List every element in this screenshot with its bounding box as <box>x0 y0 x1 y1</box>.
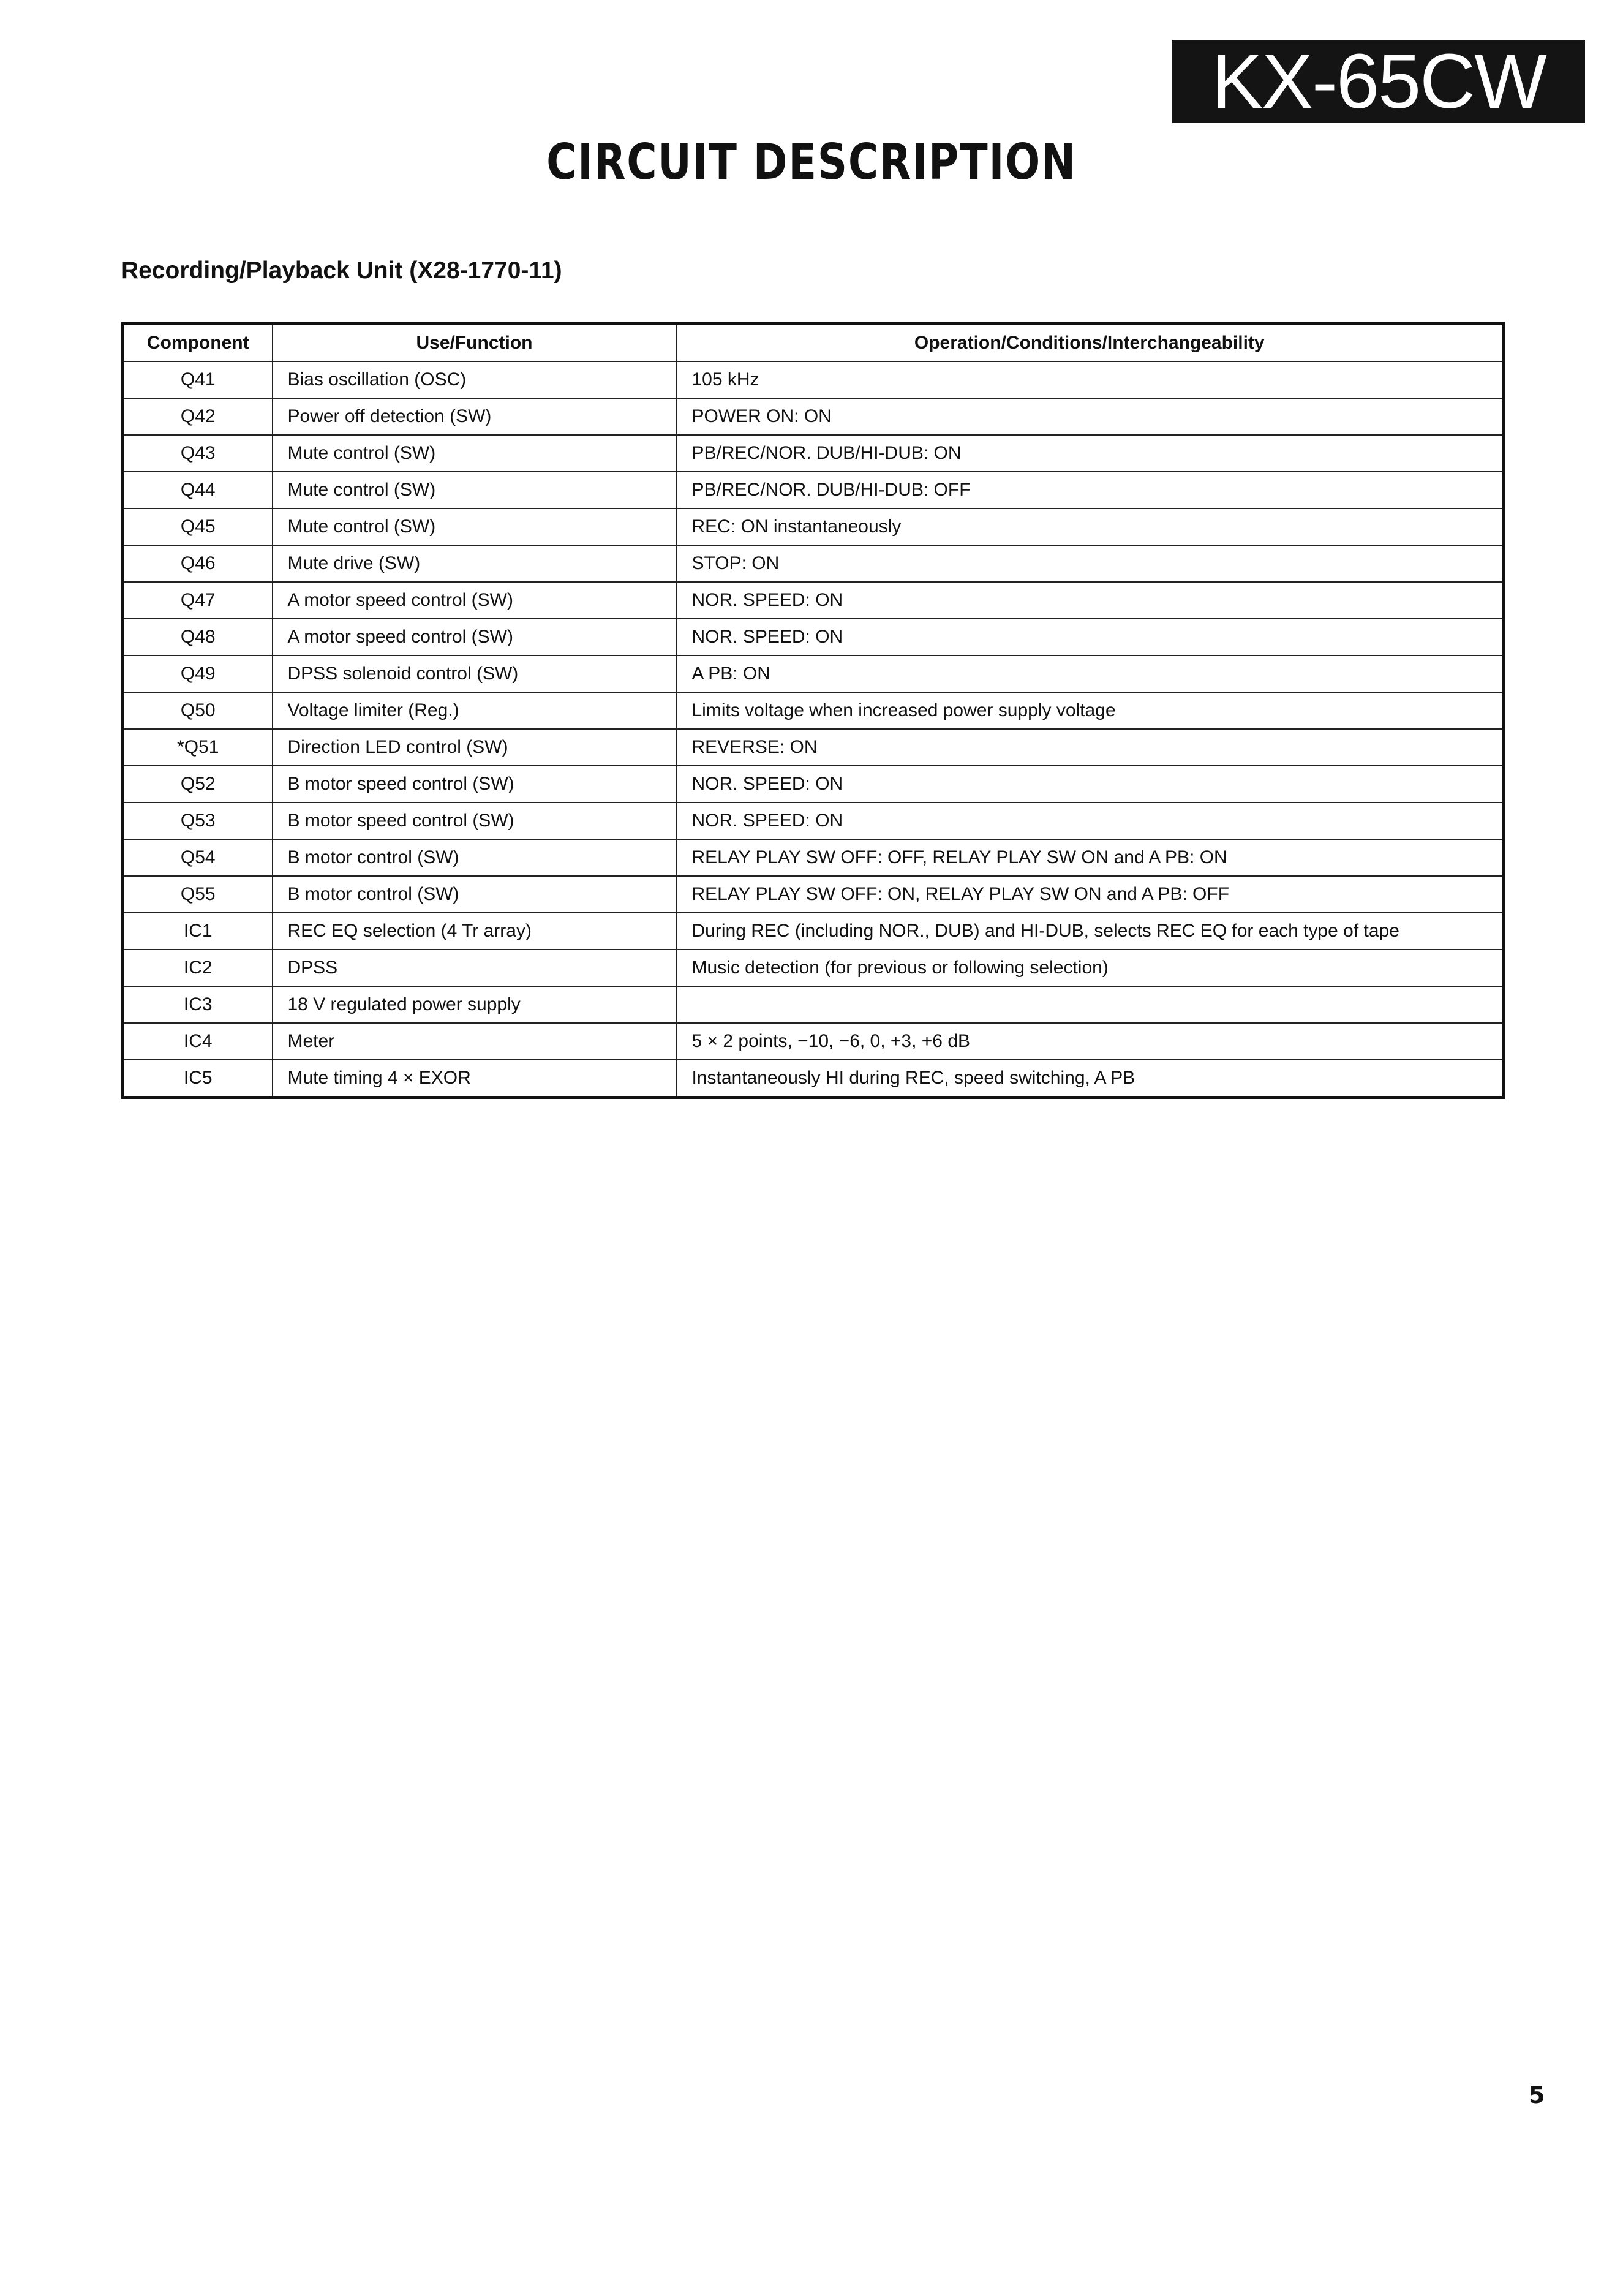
cell-component: Q47 <box>123 582 273 619</box>
cell-component: Q43 <box>123 435 273 472</box>
cell-operation: Limits voltage when increased power supply voltage <box>677 692 1504 729</box>
cell-component: Q44 <box>123 472 273 508</box>
cell-operation: PB/REC/NOR. DUB/HI-DUB: ON <box>677 435 1504 472</box>
cell-component: Q45 <box>123 508 273 545</box>
cell-operation: NOR. SPEED: ON <box>677 802 1504 839</box>
cell-component: Q49 <box>123 655 273 692</box>
cell-operation: NOR. SPEED: ON <box>677 582 1504 619</box>
cell-use-function: Mute control (SW) <box>273 435 677 472</box>
table-row <box>123 472 1504 508</box>
cell-operation: Instantaneously HI during REC, speed switching, A PB <box>677 1060 1504 1098</box>
page-number: 5 <box>1529 2082 1545 2109</box>
cell-use-function: Direction LED control (SW) <box>273 729 677 766</box>
cell-operation: A PB: ON <box>677 655 1504 692</box>
cell-component: IC4 <box>123 1023 273 1060</box>
cell-use-function: B motor speed control (SW) <box>273 802 677 839</box>
table-row <box>123 398 1504 435</box>
table-row <box>123 582 1504 619</box>
table-row <box>123 876 1504 913</box>
table-row <box>123 986 1504 1023</box>
cell-operation: RELAY PLAY SW OFF: OFF, RELAY PLAY SW ON and A PB: ON <box>677 839 1504 876</box>
cell-use-function: B motor control (SW) <box>273 839 677 876</box>
table-row <box>123 619 1504 655</box>
table-row <box>123 913 1504 950</box>
model-badge: KX-65CW <box>1172 40 1585 123</box>
cell-operation: REC: ON instantaneously <box>677 508 1504 545</box>
cell-use-function: Mute drive (SW) <box>273 545 677 582</box>
cell-use-function: Mute control (SW) <box>273 472 677 508</box>
table-row <box>123 839 1504 876</box>
cell-operation: STOP: ON <box>677 545 1504 582</box>
cell-operation: Music detection (for previous or following selection) <box>677 950 1504 986</box>
cell-operation <box>677 986 1504 1023</box>
table-row <box>123 1023 1504 1060</box>
cell-component: Q50 <box>123 692 273 729</box>
cell-operation: REVERSE: ON <box>677 729 1504 766</box>
cell-use-function: B motor speed control (SW) <box>273 766 677 802</box>
cell-operation: RELAY PLAY SW OFF: ON, RELAY PLAY SW ON and A PB: OFF <box>677 876 1504 913</box>
cell-component: IC2 <box>123 950 273 986</box>
column-header-operation: Operation/Conditions/Interchangeability <box>677 324 1504 362</box>
cell-use-function: REC EQ selection (4 Tr array) <box>273 913 677 950</box>
cell-operation: During REC (including NOR., DUB) and HI-DUB, selects REC EQ for each type of tape <box>677 913 1504 950</box>
table-header-row <box>123 324 1504 362</box>
cell-use-function: Power off detection (SW) <box>273 398 677 435</box>
column-header-use-function: Use/Function <box>273 324 677 362</box>
table-row <box>123 655 1504 692</box>
cell-operation: NOR. SPEED: ON <box>677 766 1504 802</box>
cell-operation: POWER ON: ON <box>677 398 1504 435</box>
table-row <box>123 802 1504 839</box>
cell-component: Q54 <box>123 839 273 876</box>
cell-component: Q41 <box>123 361 273 398</box>
cell-component: IC5 <box>123 1060 273 1098</box>
table-row <box>123 692 1504 729</box>
cell-operation: NOR. SPEED: ON <box>677 619 1504 655</box>
cell-use-function: B motor control (SW) <box>273 876 677 913</box>
cell-use-function: A motor speed control (SW) <box>273 619 677 655</box>
cell-use-function: Bias oscillation (OSC) <box>273 361 677 398</box>
table-row <box>123 950 1504 986</box>
table-row <box>123 545 1504 582</box>
table-row <box>123 508 1504 545</box>
table-row <box>123 766 1504 802</box>
cell-use-function: Mute control (SW) <box>273 508 677 545</box>
cell-component: Q52 <box>123 766 273 802</box>
table-row <box>123 435 1504 472</box>
cell-use-function: DPSS solenoid control (SW) <box>273 655 677 692</box>
cell-component: Q53 <box>123 802 273 839</box>
cell-use-function: A motor speed control (SW) <box>273 582 677 619</box>
cell-component: *Q51 <box>123 729 273 766</box>
table-row <box>123 361 1504 398</box>
cell-use-function: DPSS <box>273 950 677 986</box>
section-heading: Recording/Playback Unit (X28-1770-11) <box>121 257 562 284</box>
cell-use-function: 18 V regulated power supply <box>273 986 677 1023</box>
table-body <box>123 361 1504 1098</box>
cell-use-function: Mute timing 4 × EXOR <box>273 1060 677 1098</box>
cell-operation: 105 kHz <box>677 361 1504 398</box>
circuit-description-table <box>121 322 1505 1099</box>
cell-component: Q46 <box>123 545 273 582</box>
cell-operation: PB/REC/NOR. DUB/HI-DUB: OFF <box>677 472 1504 508</box>
cell-component: Q55 <box>123 876 273 913</box>
cell-operation: 5 × 2 points, −10, −6, 0, +3, +6 dB <box>677 1023 1504 1060</box>
page-title: CIRCUIT DESCRIPTION <box>546 134 1077 191</box>
cell-use-function: Voltage limiter (Reg.) <box>273 692 677 729</box>
cell-component: Q48 <box>123 619 273 655</box>
cell-component: IC3 <box>123 986 273 1023</box>
cell-use-function: Meter <box>273 1023 677 1060</box>
cell-component: IC1 <box>123 913 273 950</box>
table-row <box>123 1060 1504 1098</box>
cell-component: Q42 <box>123 398 273 435</box>
column-header-component: Component <box>123 324 273 362</box>
table-row <box>123 729 1504 766</box>
